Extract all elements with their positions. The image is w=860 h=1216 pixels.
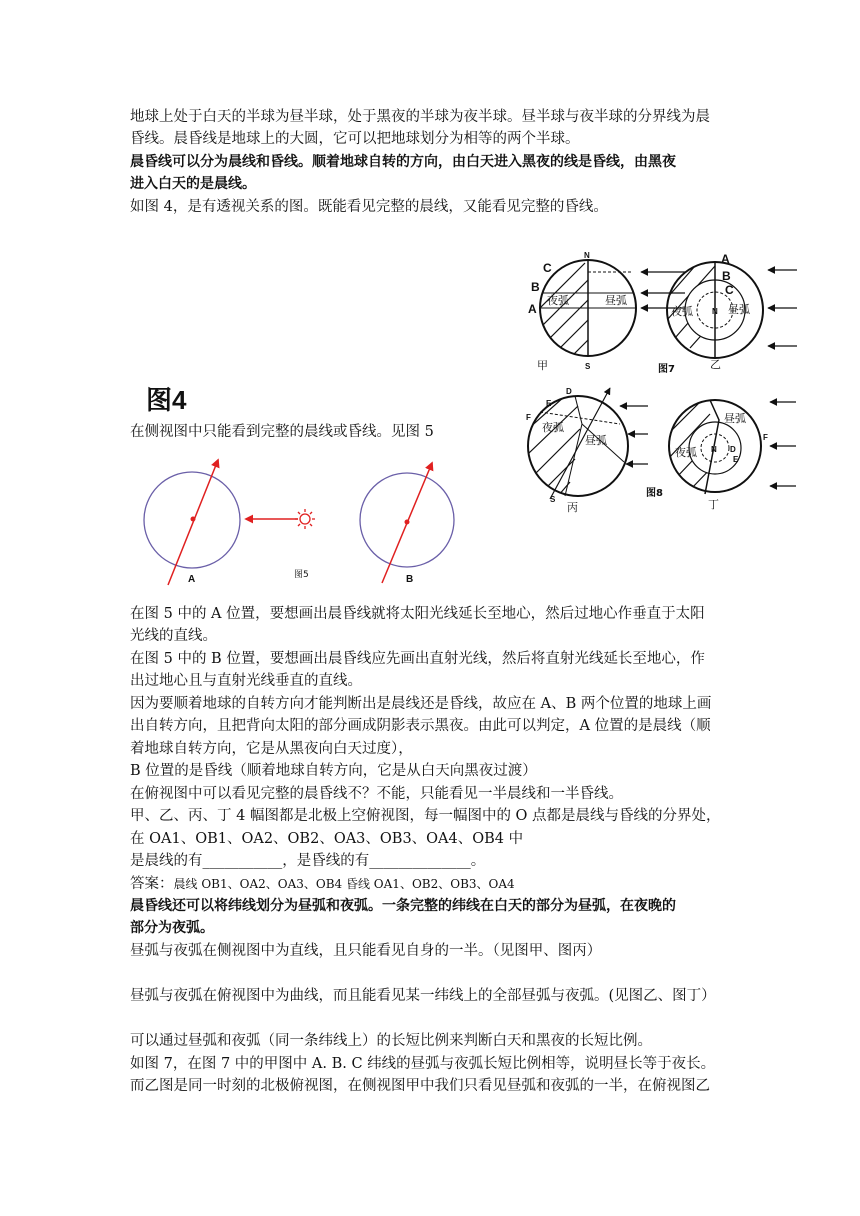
e-label-ding: E (733, 455, 739, 464)
c-label-yi: C (725, 283, 734, 297)
text-line: 在俯视图中可以看见完整的晨昏线不？不能，只能看见一半晨线和一半昏线。 (130, 786, 623, 802)
d-label-ding: D (730, 445, 736, 454)
answer-label: 答案： (130, 876, 174, 892)
fig8-caption: 图8 (646, 488, 663, 499)
f-label-ding: F (763, 433, 768, 442)
label-b: B (406, 574, 414, 585)
yi-label: 乙 (710, 358, 721, 371)
bing-label: 丙 (567, 501, 578, 514)
day-arc-label: 昼弧 (585, 434, 607, 447)
text-line: 而乙图是同一时刻的北极俯视图，在侧视图甲中我们只看见昼弧和夜弧的一半，在俯视图乙 (130, 1078, 710, 1094)
label-a: A (188, 574, 196, 585)
figure-7 (525, 248, 800, 378)
ray-a (168, 460, 218, 585)
c-label: C (543, 261, 552, 275)
text-line: 在图 5 中的 A 位置，要想画出晨昏线就将太阳光线延长至地心，然后过地心作垂直于太阳 (130, 606, 705, 622)
text-line: 昼弧与夜弧在侧视图中为直线，且只能看见自身的一半。（见图甲、图丙） (130, 943, 602, 959)
text-line: 在侧视图中只能看到完整的晨线或昏线。见图 5 (130, 424, 434, 440)
night-arc-label: 夜弧 (547, 294, 569, 307)
bold-text-line: 部分为夜弧。 (130, 920, 214, 936)
text-line: 着地球自转方向，它是从黑夜向白天过度）， (130, 741, 413, 757)
night-arc-label: 夜弧 (675, 446, 697, 459)
day-arc-label: 昼弧 (724, 412, 746, 425)
jia-label: 甲 (537, 359, 548, 372)
d-label: D (566, 387, 572, 396)
f-label: F (526, 413, 531, 422)
answer-text: 晨线 OB1、OA2、OA3、OB4 昏线 OA1、OB2、OB3、OA4 (173, 877, 515, 891)
text-line: 可以通过昼弧和夜弧（同一条纬线上）的长短比例来判断白天和黑夜的长短比例。 (130, 1033, 652, 1049)
text-line: 在 OA1、OB1、OA2、OB2、OA3、OB3、OA4、OB4 中 (130, 831, 524, 847)
text-line: 在图 5 中的 B 位置，要想画出晨昏线应先画出直射光线，然后将直射光线延长至地心，作 (130, 651, 705, 667)
fig7-caption: 图7 (658, 364, 675, 375)
night-arc-label: 夜弧 (542, 421, 564, 434)
b-label: B (531, 280, 540, 294)
figure-5 (130, 445, 450, 590)
bold-text-line: 进入白天的是晨线。 (130, 176, 256, 192)
figure-8 (520, 384, 800, 516)
a-label-yi: A (721, 252, 730, 266)
s-label: S (550, 495, 556, 504)
day-arc-label: 昼弧 (605, 294, 627, 307)
b-label-yi: B (722, 269, 731, 283)
text-line: 因为要顺着地球的自转方向才能判断出是晨线还是昏线，故应在 A、B 两个位置的地球上画 (130, 696, 712, 712)
text-line: 出过地心且与直射光线垂直的直线。 (130, 673, 362, 689)
bold-text-line: 晨昏线还可以将纬线划分为昼弧和夜弧。一条完整的纬线在白天的部分为昼弧，在夜晚的 (130, 898, 676, 914)
night-arc-label: 夜弧 (671, 305, 693, 318)
figure-4-label: 图4 (146, 385, 187, 415)
n-label-ding: N (711, 445, 717, 454)
text-line: 是晨线的有___________，是昏线的有______________。 (130, 853, 486, 869)
e-label: E (546, 399, 552, 408)
sun-icon (295, 509, 315, 529)
text-line: 如图 4，是有透视关系的图。既能看见完整的晨线，又能看见完整的昏线。 (130, 199, 608, 215)
text-line: 光线的直线。 (130, 628, 217, 644)
n-label-yi: N (712, 307, 718, 316)
text-line: 地球上处于白天的半球为昼半球，处于黑夜的半球为夜半球。昼半球与夜半球的分界线为晨 (130, 109, 710, 125)
day-arc-label: 昼弧 (728, 303, 750, 316)
text-line: 昏线。晨昏线是地球上的大圆，它可以把地球划分为相等的两个半球。 (130, 131, 580, 147)
n-label: N (584, 251, 590, 260)
bold-text-line: 晨昏线可以分为晨线和昏线。顺着地球自转的方向，由白天进入黑夜的线是昏线，由黑夜 (130, 154, 676, 170)
text-line: 出自转方向，且把背向太阳的部分画成阴影表示黑夜。由此可以判定，A 位置的是晨线（顺 (130, 718, 711, 734)
answer-line (130, 873, 515, 895)
a-label: A (528, 302, 537, 316)
fig5-caption: 图5 (294, 570, 309, 580)
text-line: 昼弧与夜弧在俯视图中为曲线，而且能看见某一纬线上的全部昼弧与夜弧。(见图乙、图丁） (130, 988, 716, 1004)
text-line: 甲、乙、丙、丁 4 幅图都是北极上空俯视图，每一幅图中的 O 点都是晨线与昏线的分界处， (130, 808, 721, 824)
text-line: B 位置的是昏线（顺着地球自转方向，它是从白天向黑夜过渡） (130, 763, 537, 779)
text-line: 如图 7，在图 7 中的甲图中 A. B. C 纬线的昼弧与夜弧长短比例相等，说明昼长等于夜长。 (130, 1056, 716, 1072)
s-label: S (585, 362, 591, 371)
ding-label: 丁 (708, 498, 719, 511)
